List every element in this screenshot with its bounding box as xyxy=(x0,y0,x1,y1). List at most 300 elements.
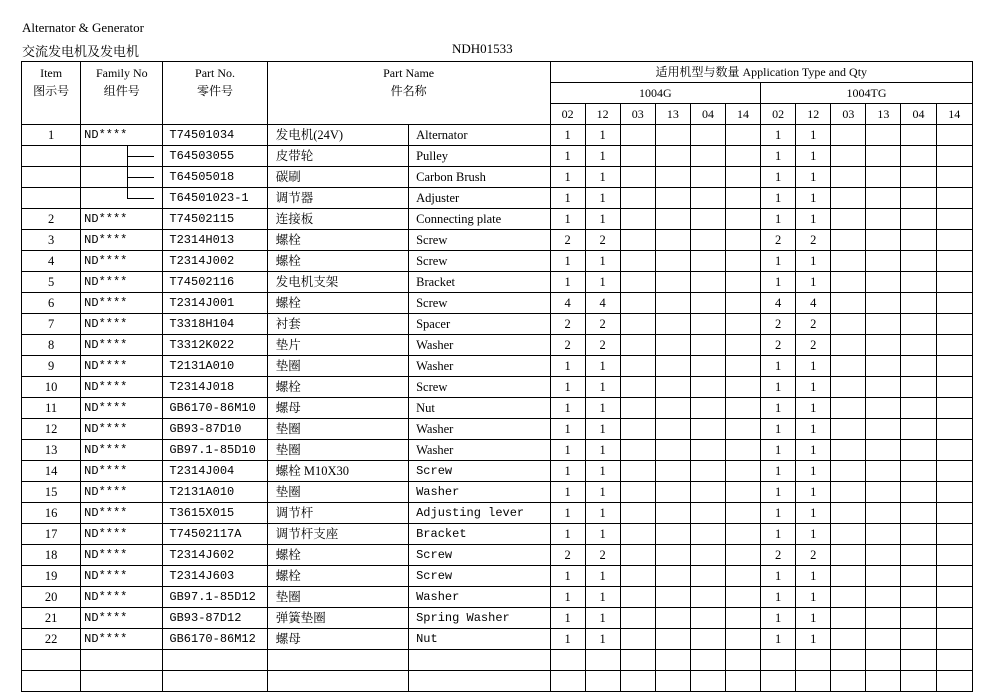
name-cn-cell: 螺母 xyxy=(267,398,408,419)
qty-cell xyxy=(726,335,761,356)
qty-cell xyxy=(690,188,725,209)
name-en-cell: Screw xyxy=(409,461,550,482)
qty-cell: 1 xyxy=(761,272,796,293)
table-row xyxy=(22,524,973,545)
qty-cell xyxy=(866,419,901,440)
qty-cell xyxy=(866,251,901,272)
qty-cell: 1 xyxy=(585,209,620,230)
empty-cell xyxy=(831,671,866,692)
qty-cell xyxy=(620,566,655,587)
qty-cell xyxy=(831,629,866,650)
part-no-cell: GB93-87D10 xyxy=(163,419,267,440)
qty-cell xyxy=(620,209,655,230)
empty-cell xyxy=(620,671,655,692)
qty-cell xyxy=(690,461,725,482)
qty-cell: 1 xyxy=(550,209,585,230)
name-cn-cell: 连接板 xyxy=(267,209,408,230)
name-en-cell: Nut xyxy=(409,629,550,650)
qty-cell xyxy=(831,566,866,587)
qty-cell xyxy=(690,545,725,566)
qty-cell: 1 xyxy=(761,524,796,545)
name-cn-cell: 碳刷 xyxy=(267,167,408,188)
qty-cell xyxy=(901,545,936,566)
qty-cell: 1 xyxy=(761,419,796,440)
name-en-cell: Washer xyxy=(409,440,550,461)
qty-cell xyxy=(831,608,866,629)
qty-cell xyxy=(655,524,690,545)
bracket-tick xyxy=(127,177,154,178)
qty-cell xyxy=(726,230,761,251)
qty-cell xyxy=(655,482,690,503)
header-item: Item 图示号 xyxy=(22,62,81,125)
item-cell: 5 xyxy=(22,272,81,293)
family-cell: ND**** xyxy=(81,545,163,566)
table-row xyxy=(22,230,973,251)
subcolumn-header: 02 xyxy=(550,104,585,125)
subcolumn-header: 13 xyxy=(655,104,690,125)
qty-cell: 1 xyxy=(761,503,796,524)
family-cell: ND**** xyxy=(81,356,163,377)
qty-cell xyxy=(655,377,690,398)
qty-cell: 1 xyxy=(796,209,831,230)
qty-cell xyxy=(690,482,725,503)
qty-cell xyxy=(936,629,972,650)
qty-cell xyxy=(690,209,725,230)
name-cn-cell: 螺栓 xyxy=(267,230,408,251)
item-cell: 10 xyxy=(22,377,81,398)
empty-cell xyxy=(726,671,761,692)
qty-cell xyxy=(866,356,901,377)
qty-cell xyxy=(655,209,690,230)
qty-cell xyxy=(901,272,936,293)
qty-cell xyxy=(690,377,725,398)
qty-cell xyxy=(831,167,866,188)
qty-cell xyxy=(901,167,936,188)
subcolumn-header: 14 xyxy=(936,104,972,125)
qty-cell xyxy=(620,587,655,608)
item-cell: 17 xyxy=(22,524,81,545)
qty-cell xyxy=(936,314,972,335)
name-en-cell: Adjusting lever xyxy=(409,503,550,524)
name-cn-cell: 螺栓 xyxy=(267,293,408,314)
item-cell: 21 xyxy=(22,608,81,629)
qty-cell xyxy=(831,293,866,314)
qty-cell xyxy=(620,272,655,293)
table-row xyxy=(22,146,973,167)
qty-cell xyxy=(726,314,761,335)
qty-cell: 1 xyxy=(585,188,620,209)
qty-cell: 1 xyxy=(585,167,620,188)
qty-cell: 1 xyxy=(550,566,585,587)
name-en-cell: Carbon Brush xyxy=(409,167,550,188)
qty-cell: 1 xyxy=(761,608,796,629)
name-cn-cell: 垫片 xyxy=(267,335,408,356)
table-row xyxy=(22,125,973,146)
empty-cell xyxy=(796,650,831,671)
qty-cell xyxy=(936,587,972,608)
name-cn-cell: 垫圈 xyxy=(267,440,408,461)
qty-cell: 1 xyxy=(585,461,620,482)
subcolumn-header: 02 xyxy=(761,104,796,125)
qty-cell xyxy=(936,545,972,566)
table-row xyxy=(22,209,973,230)
empty-cell xyxy=(409,650,550,671)
part-no-cell: GB6170-86M12 xyxy=(163,629,267,650)
item-cell: 22 xyxy=(22,629,81,650)
qty-cell xyxy=(936,440,972,461)
table-row xyxy=(22,377,973,398)
qty-cell: 1 xyxy=(761,629,796,650)
item-cell xyxy=(22,188,81,209)
qty-cell xyxy=(655,503,690,524)
qty-cell xyxy=(901,608,936,629)
qty-cell: 1 xyxy=(585,608,620,629)
qty-cell xyxy=(620,503,655,524)
qty-cell: 1 xyxy=(796,419,831,440)
name-cn-cell: 螺栓 M10X30 xyxy=(267,461,408,482)
name-en-cell: Screw xyxy=(409,545,550,566)
name-en-cell: Bracket xyxy=(409,524,550,545)
qty-cell: 1 xyxy=(585,272,620,293)
subcolumn-header: 14 xyxy=(726,104,761,125)
qty-cell xyxy=(620,146,655,167)
qty-cell xyxy=(726,482,761,503)
qty-cell: 1 xyxy=(796,587,831,608)
qty-cell xyxy=(901,314,936,335)
qty-cell xyxy=(690,503,725,524)
qty-cell xyxy=(866,377,901,398)
empty-cell xyxy=(585,671,620,692)
table-row xyxy=(22,587,973,608)
qty-cell: 1 xyxy=(761,482,796,503)
table-row xyxy=(22,608,973,629)
table-row xyxy=(22,335,973,356)
qty-cell: 1 xyxy=(550,356,585,377)
qty-cell xyxy=(866,503,901,524)
qty-cell: 1 xyxy=(585,587,620,608)
qty-cell: 1 xyxy=(761,209,796,230)
qty-cell xyxy=(620,230,655,251)
table-row xyxy=(22,251,973,272)
table-row xyxy=(22,188,973,209)
qty-cell xyxy=(726,356,761,377)
qty-cell xyxy=(936,419,972,440)
item-cell: 1 xyxy=(22,125,81,146)
qty-cell: 1 xyxy=(796,524,831,545)
qty-cell xyxy=(690,587,725,608)
qty-cell xyxy=(655,314,690,335)
empty-cell xyxy=(936,650,972,671)
qty-cell xyxy=(936,125,972,146)
qty-cell: 2 xyxy=(761,314,796,335)
qty-cell: 2 xyxy=(550,335,585,356)
qty-cell: 1 xyxy=(796,503,831,524)
qty-cell: 2 xyxy=(585,230,620,251)
part-no-cell: T2314J602 xyxy=(163,545,267,566)
qty-cell xyxy=(690,398,725,419)
qty-cell xyxy=(831,314,866,335)
family-cell: ND**** xyxy=(81,566,163,587)
empty-cell xyxy=(866,650,901,671)
qty-cell xyxy=(901,146,936,167)
qty-cell xyxy=(726,566,761,587)
header-model-1004tg: 1004TG xyxy=(761,83,973,104)
qty-cell xyxy=(901,524,936,545)
empty-row xyxy=(22,650,973,671)
qty-cell: 1 xyxy=(585,440,620,461)
qty-cell xyxy=(620,251,655,272)
qty-cell xyxy=(936,482,972,503)
item-cell: 18 xyxy=(22,545,81,566)
qty-cell xyxy=(936,566,972,587)
header-model-1004g: 1004G xyxy=(550,83,761,104)
qty-cell: 1 xyxy=(796,398,831,419)
qty-cell xyxy=(726,629,761,650)
qty-cell xyxy=(866,608,901,629)
part-no-cell: T3318H104 xyxy=(163,314,267,335)
name-en-cell: Screw xyxy=(409,566,550,587)
table-row xyxy=(22,440,973,461)
header-part-no: Part No. 零件号 xyxy=(163,62,267,125)
name-en-cell: Screw xyxy=(409,251,550,272)
name-cn-cell: 垫圈 xyxy=(267,587,408,608)
qty-cell: 1 xyxy=(550,125,585,146)
qty-cell xyxy=(901,125,936,146)
qty-cell: 1 xyxy=(550,272,585,293)
qty-cell xyxy=(690,524,725,545)
qty-cell: 1 xyxy=(585,503,620,524)
qty-cell xyxy=(726,608,761,629)
empty-cell xyxy=(690,650,725,671)
name-en-cell: Connecting plate xyxy=(409,209,550,230)
part-no-cell: T2131A010 xyxy=(163,482,267,503)
qty-cell xyxy=(866,314,901,335)
qty-cell xyxy=(655,629,690,650)
subcolumn-header: 13 xyxy=(866,104,901,125)
qty-cell xyxy=(866,587,901,608)
item-cell: 20 xyxy=(22,587,81,608)
item-cell: 15 xyxy=(22,482,81,503)
name-en-cell: Washer xyxy=(409,482,550,503)
name-cn-cell: 螺栓 xyxy=(267,251,408,272)
qty-cell xyxy=(690,356,725,377)
item-cell: 11 xyxy=(22,398,81,419)
qty-cell xyxy=(620,440,655,461)
qty-cell xyxy=(690,293,725,314)
name-en-cell: Screw xyxy=(409,377,550,398)
qty-cell xyxy=(831,146,866,167)
qty-cell xyxy=(620,167,655,188)
qty-cell: 1 xyxy=(796,188,831,209)
qty-cell xyxy=(620,188,655,209)
qty-cell xyxy=(690,251,725,272)
qty-cell xyxy=(726,503,761,524)
family-cell: ND**** xyxy=(81,608,163,629)
qty-cell xyxy=(690,230,725,251)
part-no-cell: T2314J018 xyxy=(163,377,267,398)
part-no-cell: T64505018 xyxy=(163,167,267,188)
qty-cell: 1 xyxy=(761,356,796,377)
family-cell: ND**** xyxy=(81,251,163,272)
part-no-cell: T2314J001 xyxy=(163,293,267,314)
qty-cell xyxy=(901,440,936,461)
qty-cell xyxy=(901,188,936,209)
qty-cell: 1 xyxy=(796,629,831,650)
qty-cell: 1 xyxy=(585,377,620,398)
family-cell: ND**** xyxy=(81,377,163,398)
empty-cell xyxy=(22,671,81,692)
qty-cell xyxy=(690,629,725,650)
qty-cell xyxy=(655,608,690,629)
part-no-cell: T2314J004 xyxy=(163,461,267,482)
parts-table xyxy=(21,61,973,692)
empty-cell xyxy=(901,671,936,692)
empty-cell xyxy=(831,650,866,671)
name-cn-cell: 螺栓 xyxy=(267,566,408,587)
qty-cell xyxy=(620,629,655,650)
name-en-cell: Spring Washer xyxy=(409,608,550,629)
qty-cell: 1 xyxy=(796,167,831,188)
qty-cell xyxy=(936,356,972,377)
part-no-cell: T2314J603 xyxy=(163,566,267,587)
header-application: 适用机型与数量 Application Type and Qty xyxy=(550,62,972,83)
qty-cell: 1 xyxy=(761,587,796,608)
qty-cell xyxy=(901,335,936,356)
family-cell: ND**** xyxy=(81,293,163,314)
table-row xyxy=(22,566,973,587)
qty-cell: 1 xyxy=(550,524,585,545)
table-row xyxy=(22,272,973,293)
family-cell: ND**** xyxy=(81,335,163,356)
item-cell: 12 xyxy=(22,419,81,440)
qty-cell: 1 xyxy=(585,482,620,503)
qty-cell xyxy=(690,167,725,188)
qty-cell xyxy=(831,356,866,377)
part-no-cell: T3312K022 xyxy=(163,335,267,356)
table-row xyxy=(22,482,973,503)
qty-cell: 1 xyxy=(761,146,796,167)
qty-cell xyxy=(726,188,761,209)
qty-cell: 1 xyxy=(761,251,796,272)
family-cell xyxy=(81,188,163,209)
qty-cell xyxy=(655,566,690,587)
qty-cell: 1 xyxy=(585,251,620,272)
name-cn-cell: 螺栓 xyxy=(267,377,408,398)
qty-cell xyxy=(831,188,866,209)
qty-cell: 1 xyxy=(550,482,585,503)
empty-cell xyxy=(655,671,690,692)
qty-cell xyxy=(620,608,655,629)
qty-cell: 1 xyxy=(585,398,620,419)
item-cell: 8 xyxy=(22,335,81,356)
qty-cell xyxy=(690,419,725,440)
qty-cell: 2 xyxy=(550,230,585,251)
qty-cell xyxy=(726,398,761,419)
part-no-cell: GB6170-86M10 xyxy=(163,398,267,419)
item-cell: 16 xyxy=(22,503,81,524)
qty-cell: 2 xyxy=(761,545,796,566)
qty-cell: 1 xyxy=(761,377,796,398)
part-no-cell: T2131A010 xyxy=(163,356,267,377)
qty-cell: 2 xyxy=(761,230,796,251)
name-cn-cell: 衬套 xyxy=(267,314,408,335)
subcolumn-header: 03 xyxy=(620,104,655,125)
qty-cell xyxy=(901,230,936,251)
qty-cell xyxy=(655,251,690,272)
qty-cell xyxy=(901,629,936,650)
item-cell: 7 xyxy=(22,314,81,335)
qty-cell xyxy=(726,524,761,545)
family-cell: ND**** xyxy=(81,272,163,293)
name-en-cell: Washer xyxy=(409,356,550,377)
item-cell: 6 xyxy=(22,293,81,314)
family-cell: ND**** xyxy=(81,503,163,524)
qty-cell xyxy=(901,377,936,398)
qty-cell xyxy=(866,629,901,650)
item-cell: 19 xyxy=(22,566,81,587)
qty-cell xyxy=(690,272,725,293)
name-en-cell: Screw xyxy=(409,230,550,251)
subcolumn-header: 04 xyxy=(690,104,725,125)
qty-cell xyxy=(655,398,690,419)
name-en-cell: Washer xyxy=(409,335,550,356)
qty-cell: 1 xyxy=(550,167,585,188)
qty-cell xyxy=(936,188,972,209)
qty-cell xyxy=(831,251,866,272)
qty-cell: 2 xyxy=(550,545,585,566)
table-row xyxy=(22,398,973,419)
qty-cell xyxy=(690,440,725,461)
qty-cell: 1 xyxy=(550,251,585,272)
qty-cell: 1 xyxy=(796,461,831,482)
qty-cell: 1 xyxy=(796,356,831,377)
qty-cell xyxy=(901,587,936,608)
qty-cell xyxy=(831,272,866,293)
part-no-cell: T64501023-1 xyxy=(163,188,267,209)
qty-cell xyxy=(901,293,936,314)
family-cell: ND**** xyxy=(81,125,163,146)
empty-cell xyxy=(163,650,267,671)
name-cn-cell: 皮带轮 xyxy=(267,146,408,167)
qty-cell xyxy=(866,230,901,251)
qty-cell xyxy=(655,125,690,146)
qty-cell xyxy=(901,419,936,440)
qty-cell xyxy=(655,167,690,188)
qty-cell xyxy=(726,461,761,482)
qty-cell: 1 xyxy=(761,125,796,146)
table-row xyxy=(22,293,973,314)
qty-cell: 1 xyxy=(585,629,620,650)
qty-cell xyxy=(936,335,972,356)
item-cell xyxy=(22,167,81,188)
qty-cell xyxy=(901,461,936,482)
item-cell: 13 xyxy=(22,440,81,461)
qty-cell xyxy=(936,503,972,524)
qty-cell: 1 xyxy=(550,398,585,419)
name-en-cell: Alternator xyxy=(409,125,550,146)
doc-number: NDH01533 xyxy=(452,41,513,56)
name-en-cell: Bracket xyxy=(409,272,550,293)
name-cn-cell: 垫圈 xyxy=(267,482,408,503)
qty-cell xyxy=(831,440,866,461)
qty-cell xyxy=(620,293,655,314)
doc-title-cn: 交流发电机及发电机 xyxy=(22,44,140,59)
qty-cell: 1 xyxy=(796,608,831,629)
qty-cell xyxy=(831,125,866,146)
qty-cell xyxy=(866,566,901,587)
empty-cell xyxy=(901,650,936,671)
qty-cell: 1 xyxy=(585,125,620,146)
